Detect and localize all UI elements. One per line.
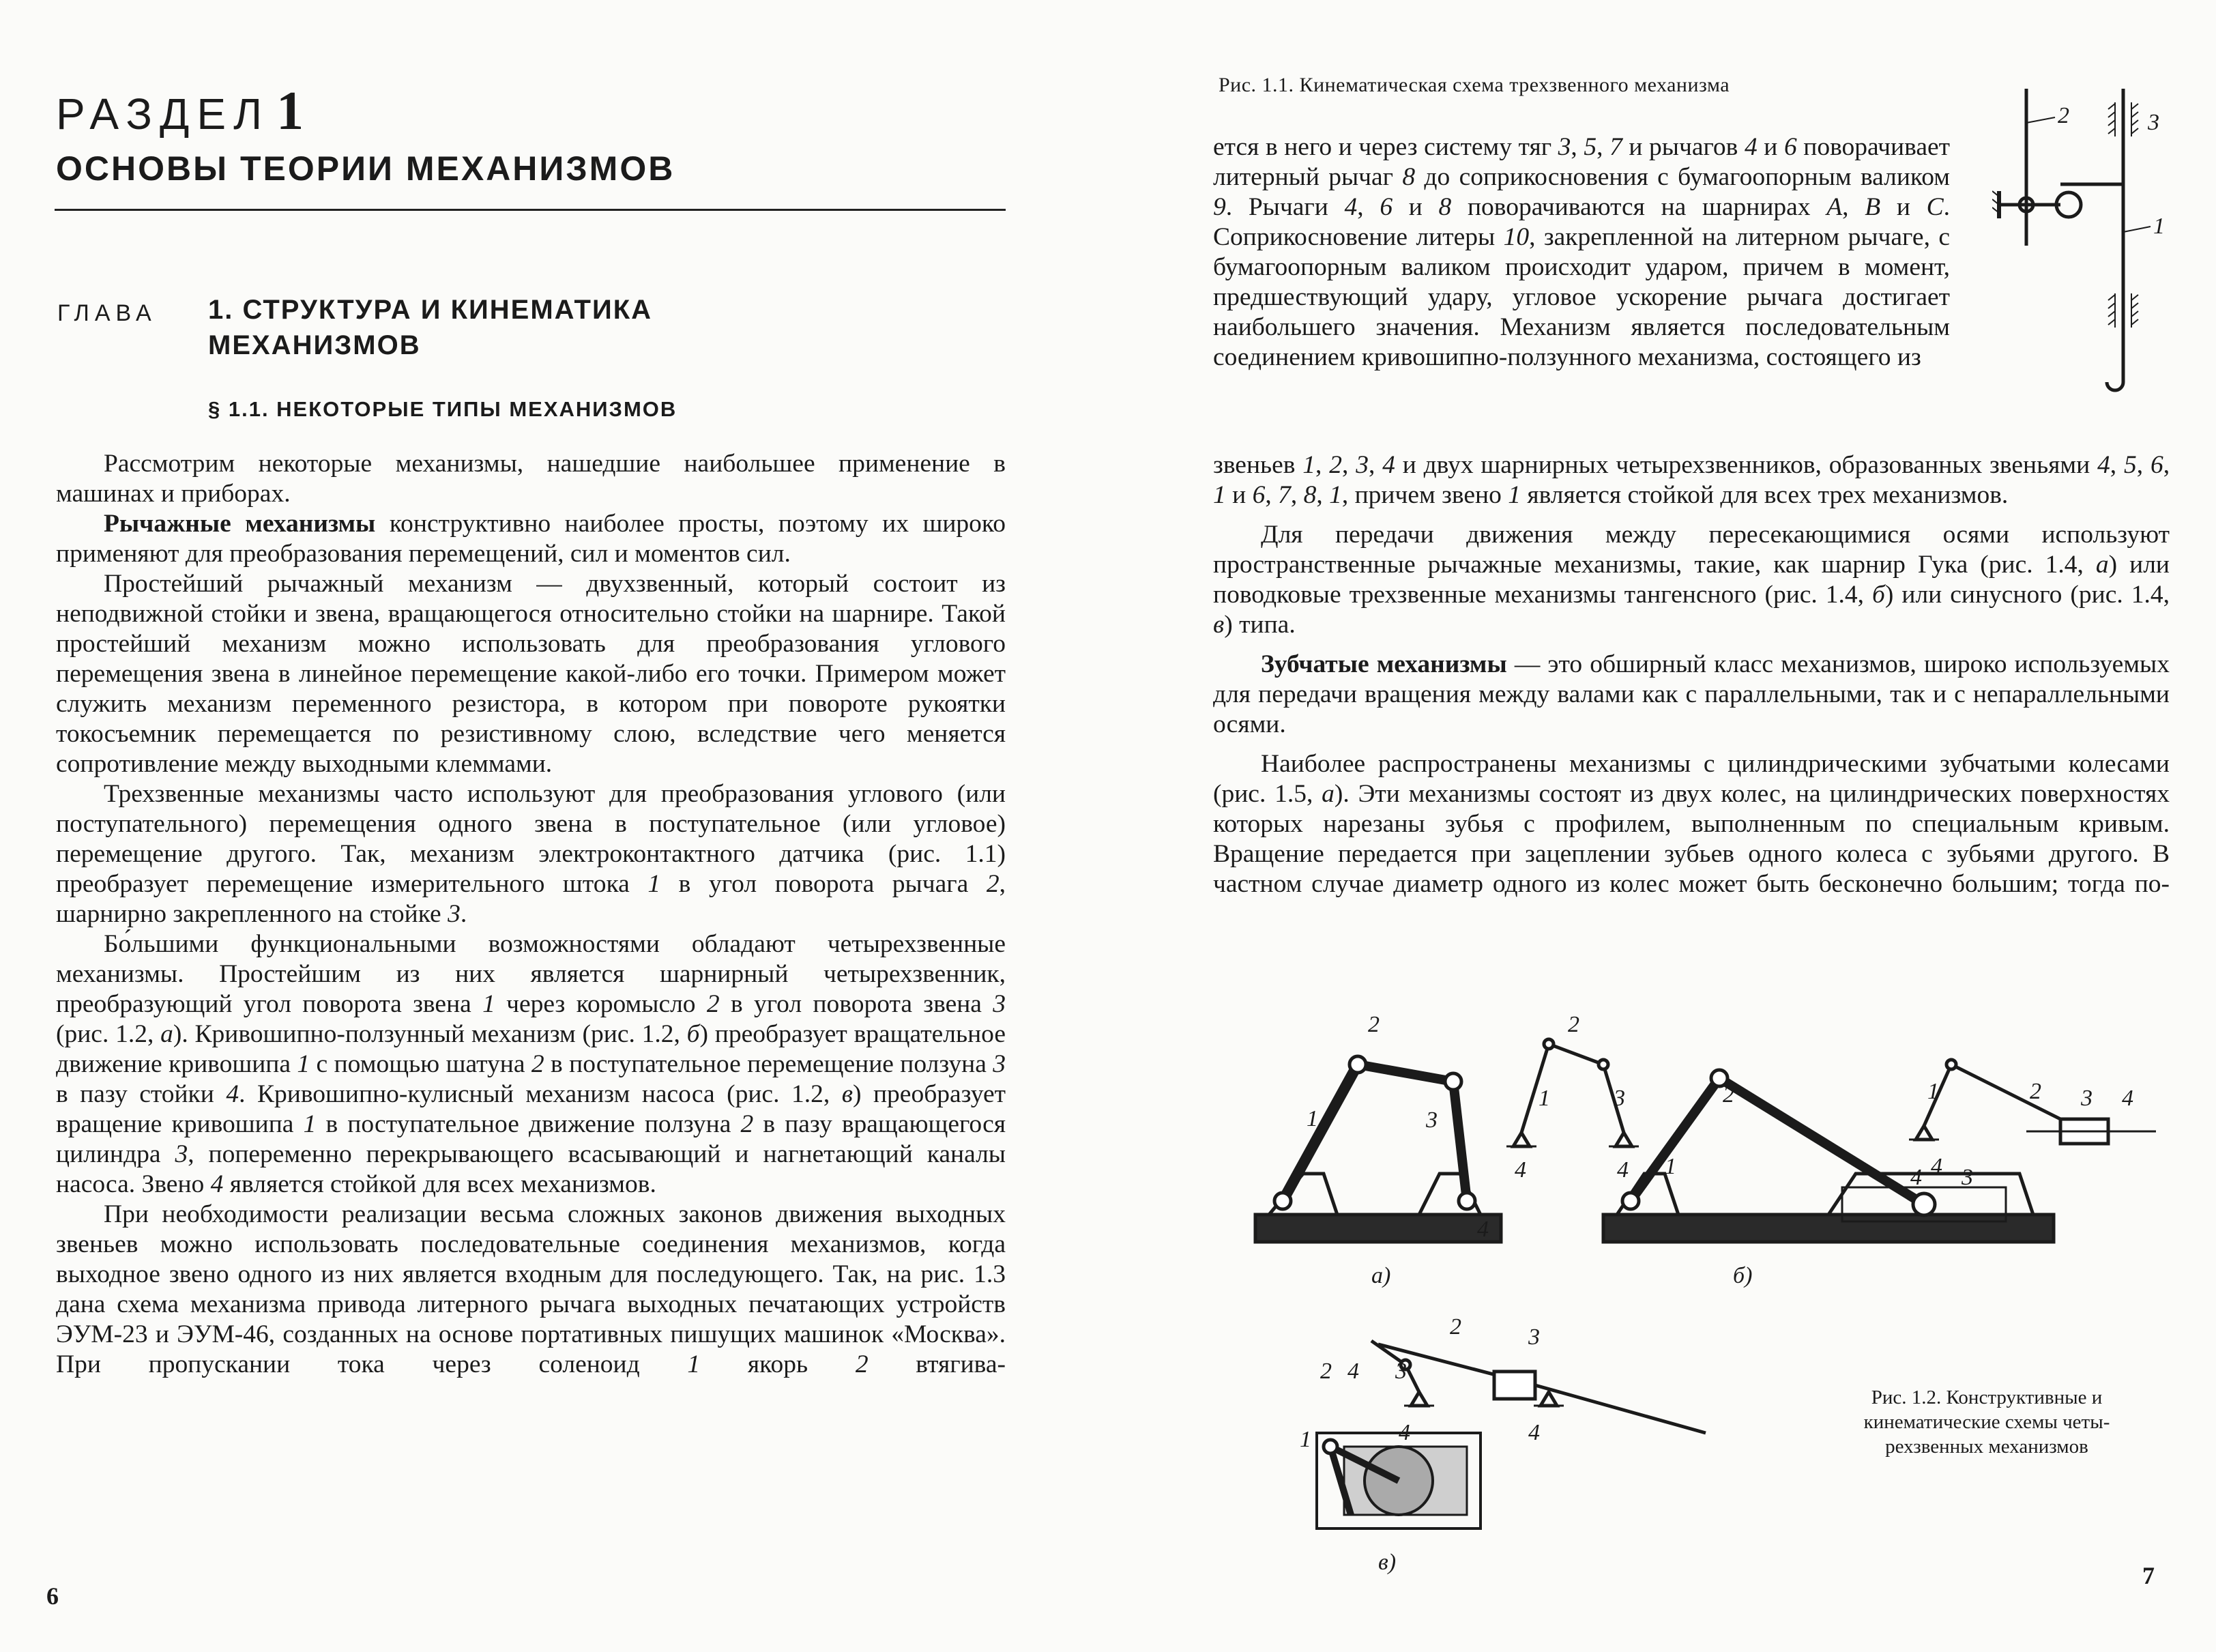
- part-heading: [56, 81, 304, 143]
- text-paragraph: Зубчатые механизмы — это обширный класс механизмов, широко используемых для передачи вращения между валами как с параллельными, так и с непараллельными осями.: [1213, 650, 2170, 738]
- svg-text:4: 4: [2122, 1086, 2133, 1111]
- svg-text:1: 1: [2153, 214, 2165, 239]
- text-paragraph: Простейший рычажный механизм — двухзвенный, который состоит из неподвижной стойки и звена, вращающегося относительно стойки на шарнире. Такой простейший механизм можно использовать для преобразования углового перемещения звена в линейное перемещение какой-либо его точки. Примером может служить механизм переменного резистора, в котором при повороте рукоятки токосъемник перемещается по резистивному слою, вследствие чего меняется сопротивление между выходными клеммами.: [56, 570, 1006, 778]
- left-body-text: [56, 449, 1006, 1380]
- part-number: 1: [276, 81, 304, 141]
- svg-text:3: 3: [2081, 1086, 2093, 1111]
- text-paragraph: Наиболее распространены механизмы с цилиндрическими зубчатыми колесами (рис. 1.5, а). Эти механизмы состоят из двух колес, на цилиндрических поверхностях которых нарезаны зубья с профилем, выполненным по специальным кривым. Вращение передается при зацеплении зубьев одного колеса с зубьями другого. В частном случае диаметр одного из колес может быть бесконечно большим; тогда по-: [1213, 750, 2170, 898]
- page-number-left: 6: [46, 1582, 59, 1610]
- svg-text:в): в): [1378, 1550, 1397, 1575]
- svg-text:3: 3: [1528, 1324, 1540, 1350]
- figure-1-1-diagram: [1992, 82, 2170, 409]
- svg-text:1: 1: [1927, 1079, 1939, 1104]
- svg-text:2: 2: [1450, 1314, 1461, 1339]
- svg-text:1: 1: [1307, 1106, 1318, 1131]
- svg-text:4: 4: [1528, 1420, 1540, 1445]
- right-text-block-2: [1213, 450, 2170, 899]
- svg-text:3: 3: [2148, 110, 2159, 135]
- chapter-title: [208, 292, 822, 363]
- svg-text:4: 4: [1515, 1157, 1526, 1183]
- chapter-title-line-1: 1. СТРУКТУРА И КИНЕМАТИКА: [208, 295, 653, 325]
- text-paragraph: Рассмотрим некоторые механизмы, нашедшие наибольшее применение в машинах и приборах.: [56, 450, 1006, 508]
- svg-text:4: 4: [1617, 1157, 1629, 1183]
- text-paragraph: звеньев 1, 2, 3, 4 и двух шарнирных четырехзвенников, образованных звеньями 4, 5, 6, 1 и 6, 7, 8, 1, причем звено 1 является стойкой для всех трех механизмов.: [1213, 451, 2170, 509]
- page-number-right: 7: [2142, 1562, 2155, 1589]
- svg-text:3: 3: [1614, 1086, 1625, 1111]
- svg-text:4: 4: [1910, 1165, 1922, 1190]
- svg-text:2: 2: [1368, 1012, 1380, 1037]
- figure-1-2-caption-line-3: рехзвенных механизмов: [1885, 1436, 2088, 1458]
- svg-text:4: 4: [1477, 1217, 1489, 1242]
- svg-text:1: 1: [1300, 1427, 1311, 1452]
- svg-text:4: 4: [1347, 1359, 1359, 1384]
- part-title: ОСНОВЫ ТЕОРИИ МЕХАНИЗМОВ: [56, 149, 675, 188]
- svg-text:3: 3: [1395, 1359, 1407, 1384]
- chapter-label: ГЛАВА: [57, 300, 157, 326]
- svg-text:а): а): [1371, 1263, 1391, 1288]
- text-paragraph: ется в него и через систему тяг 3, 5, 7 и рычагов 4 и 6 поворачивает литерный рычаг 8 до соприкосновения с бумагоопорным валиком 9. Рычаги 4, 6 и 8 поворачиваются на шарнирах А, В и С. Соприкосновение литеры 10, закрепленной на литерном рычаге, с бумагоопорным валиком происходит ударом, причем в момент, предшествующий удару, угловое ускорение рычага достигает наибольшего значения. Механизм является последовательным соединением кривошипно-ползунного механизма, состоящего из: [1213, 133, 1950, 371]
- chapter-title-line-2: МЕХАНИЗМОВ: [208, 330, 421, 360]
- figure-1-2-caption-line-2: кинематические схемы четы-: [1863, 1411, 2110, 1433]
- svg-text:3: 3: [1962, 1165, 1973, 1190]
- figure-1-2-caption: [1823, 1385, 2151, 1459]
- svg-text:3: 3: [1426, 1107, 1438, 1133]
- svg-text:2: 2: [2058, 103, 2069, 128]
- text-paragraph: Для передачи движения между пересекающимися осями используют пространственные рычажные механизмы, такие, как шарнир Гука (рис. 1.4, а) или поводковые трехзвенные механизмы тангенсного (рис. 1.4, б) или синусного (рис. 1.4, в) типа.: [1213, 521, 2170, 639]
- svg-text:2: 2: [1723, 1082, 1734, 1107]
- text-paragraph: Бо́льшими функциональными возможностями обладают четырехзвенные механизмы. Простейшим из них является шарнирный четырехзвенник, преобразующий угол поворота звена 1 через коромысло 2 в угол поворота звена 3 (рис. 1.2, а). Кривошипно-ползунный механизм (рис. 1.2, б) преобразует вращательное движение кривошипа 1 с помощью шатуна 2 в поступательное перемещение ползуна 3 в пазу стойки 4. Кривошипно-кулисный механизм насоса (рис. 1.2, в) преобразует вращение кривошипа 1 в поступательное движение ползуна 2 в пазу вращающегося цилиндра 3, попеременно перекрывающего всасывающий и нагнетающий каналы насоса. Звено 4 является стойкой для всех механизмов.: [56, 930, 1006, 1198]
- text-paragraph: Трехзвенные механизмы часто используют для преобразования углового (или поступательного) перемещения одного звена в поступательное (или угловое) перемещение другого. Так, механизм электроконтактного датчика (рис. 1.1) преобразует перемещение измерительного штока 1 в угол поворота рычага 2, шарнирно закрепленного на стойке 3.: [56, 780, 1006, 928]
- svg-text:б): б): [1733, 1263, 1753, 1288]
- svg-text:4: 4: [1399, 1420, 1410, 1445]
- svg-text:4: 4: [1931, 1154, 1942, 1179]
- svg-text:2: 2: [1320, 1359, 1332, 1384]
- svg-text:1: 1: [1665, 1154, 1676, 1179]
- right-text-block-1: [1213, 132, 1950, 373]
- heading-rule: [55, 209, 1006, 211]
- figure-1-2-caption-line-1: Рис. 1.2. Конструктивные и: [1871, 1387, 2103, 1408]
- svg-text:1: 1: [1539, 1086, 1550, 1111]
- figure-1-2-diagram: [1242, 969, 2170, 1597]
- svg-text:2: 2: [2030, 1079, 2041, 1104]
- text-paragraph: При необходимости реализации весьма сложных законов движения выходных звеньев можно использовать последовательные соединения механизмов, когда выходное звено одного из них является входным для последующего. Так, на рис. 1.3 дана схема механизма привода литерного рычага выходных печатающих устройств ЭУМ-23 и ЭУМ-46, созданных на основе портативных пишущих машинок «Москва». При пропускании тока через соленоид 1 якорь 2 втягива-: [56, 1200, 1006, 1378]
- svg-text:2: 2: [1568, 1012, 1579, 1037]
- paragraph-heading: § 1.1. НЕКОТОРЫЕ ТИПЫ МЕХАНИЗМОВ: [208, 397, 677, 421]
- figure-1-1-caption: Рис. 1.1. Кинематическая схема трехзвенного механизма: [1219, 74, 1730, 96]
- text-paragraph: Рычажные механизмы конструктивно наиболее просты, поэтому их широко применяют для преобразования перемещений, сил и моментов сил.: [56, 510, 1006, 568]
- part-label: РАЗДЕЛ: [56, 89, 270, 139]
